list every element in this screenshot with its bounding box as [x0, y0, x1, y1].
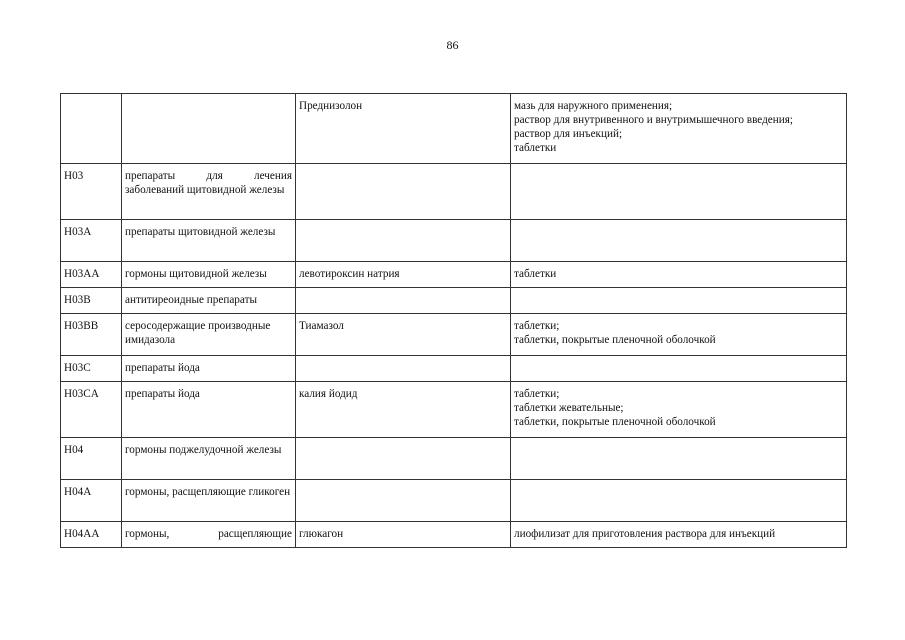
atc-code-cell: H03CA: [61, 382, 122, 438]
drug-name-cell: глюкагон: [296, 522, 511, 548]
page-number: 86: [446, 38, 459, 52]
drug-name-cell: Преднизолон: [296, 94, 511, 164]
group-name-cell: гормоны, расщепляющие: [122, 522, 296, 548]
atc-code-cell: H03: [61, 164, 122, 220]
table-row: [61, 164, 847, 220]
drug-table: [60, 93, 847, 548]
dosage-form: раствор для внутривенного и внутримышечного введения;: [514, 114, 794, 126]
atc-code-cell: H03A: [61, 220, 122, 262]
dosage-form: таблетки: [514, 268, 557, 280]
drug-name-cell: [296, 356, 511, 382]
dosage-forms-cell: [511, 382, 847, 438]
drug-name-cell: [296, 288, 511, 314]
table-row: [61, 438, 847, 480]
dosage-forms-cell: [511, 94, 847, 164]
table-row: [61, 314, 847, 356]
dosage-forms-cell: [511, 288, 847, 314]
group-name-cell: гормоны щитовидной железы: [122, 262, 296, 288]
drug-name-cell: [296, 164, 511, 220]
group-name-cell: препараты йода: [122, 356, 296, 382]
table-row: [61, 220, 847, 262]
dosage-forms-cell: [511, 314, 847, 356]
atc-code-cell: H03B: [61, 288, 122, 314]
dosage-form: таблетки, покрытые пленочной оболочкой: [514, 334, 716, 346]
group-name-cell: серосодержащие производные имидазола: [122, 314, 296, 356]
dosage-form: мазь для наружного применения;: [514, 100, 673, 112]
atc-code-cell: H03C: [61, 356, 122, 382]
dosage-forms-cell: [511, 356, 847, 382]
table-row: [61, 262, 847, 288]
dosage-form: раствор для инъекций;: [514, 128, 623, 140]
table-row: [61, 94, 847, 164]
dosage-form: таблетки: [514, 142, 557, 154]
drug-name-cell: левотироксин натрия: [296, 262, 511, 288]
group-name-cell: препараты йода: [122, 382, 296, 438]
table-row: [61, 356, 847, 382]
atc-code-cell: H03BB: [61, 314, 122, 356]
drug-name-cell: калия йодид: [296, 382, 511, 438]
dosage-form: таблетки;: [514, 320, 560, 332]
dosage-form: лиофилизат для приготовления раствора для инъекций: [514, 528, 776, 540]
group-name-cell: препараты щитовидной железы: [122, 220, 296, 262]
group-name-cell: гормоны, расщепляющие гликоген: [122, 480, 296, 522]
table-row: [61, 288, 847, 314]
atc-code-cell: H04: [61, 438, 122, 480]
dosage-forms-cell: [511, 164, 847, 220]
dosage-forms-cell: [511, 480, 847, 522]
table-row: [61, 382, 847, 438]
drug-name-cell: [296, 220, 511, 262]
group-name-cell: антитиреоидные препараты: [122, 288, 296, 314]
dosage-forms-cell: [511, 220, 847, 262]
drug-name-cell: [296, 480, 511, 522]
group-name-cell: препараты для лечения заболеваний щитовидной железы: [122, 164, 296, 220]
table-row: [61, 522, 847, 548]
dosage-form: таблетки жевательные;: [514, 402, 624, 414]
atc-code-cell: H04A: [61, 480, 122, 522]
drug-name-cell: Тиамазол: [296, 314, 511, 356]
atc-code-cell: H04AA: [61, 522, 122, 548]
dosage-forms-cell: [511, 522, 847, 548]
dosage-forms-cell: [511, 438, 847, 480]
dosage-form: таблетки;: [514, 388, 560, 400]
group-name-cell: гормоны поджелудочной железы: [122, 438, 296, 480]
atc-code-cell: H03AA: [61, 262, 122, 288]
drug-name-cell: [296, 438, 511, 480]
dosage-forms-cell: [511, 262, 847, 288]
atc-code-cell: [61, 94, 122, 164]
table-row: [61, 480, 847, 522]
dosage-form: таблетки, покрытые пленочной оболочкой: [514, 416, 716, 428]
group-name-cell: [122, 94, 296, 164]
